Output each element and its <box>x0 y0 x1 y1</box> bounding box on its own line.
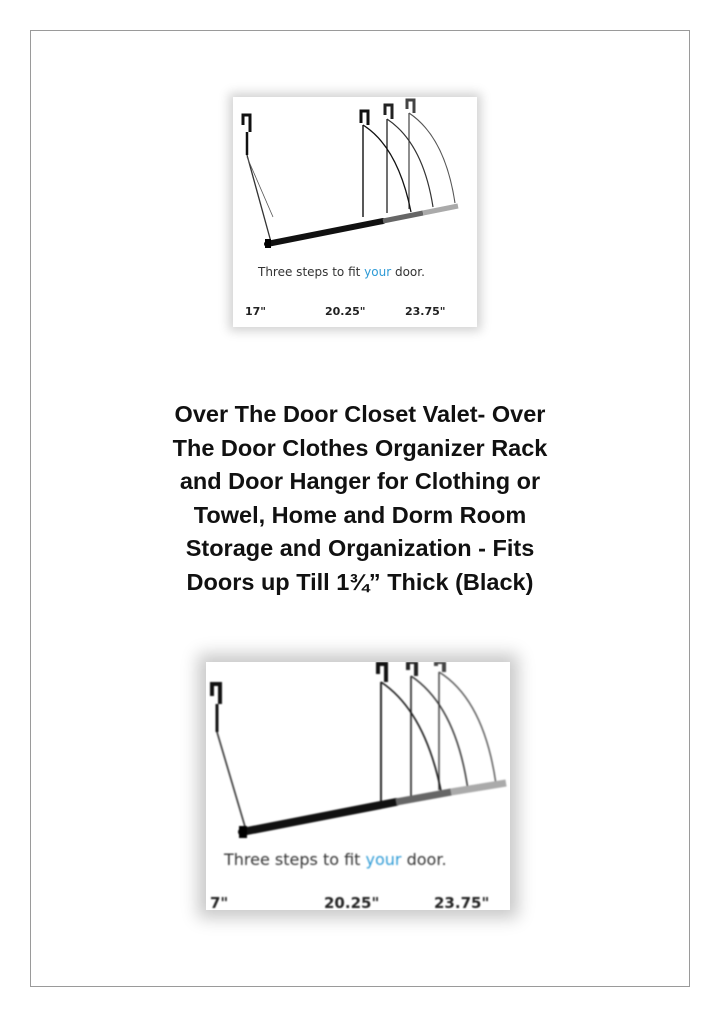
size-label: 20.25" <box>325 305 366 318</box>
title-line: Storage and Organization - Fits <box>185 535 535 561</box>
size-label: 17" <box>245 305 267 318</box>
closet-valet-rack-illustration <box>233 97 477 267</box>
fit-caption: Three steps to fit your door. <box>258 265 425 279</box>
fit-caption: Three steps to fit your door. <box>224 850 447 869</box>
title-line: Towel, Home and Dorm Room <box>193 501 527 528</box>
title-line: The Door Clothes Organizer Rack <box>172 434 548 461</box>
size-label: 23.75" <box>405 305 446 318</box>
product-title <box>110 398 610 599</box>
product-image-bottom <box>206 662 510 910</box>
title-line: Over The Door Closet Valet- Over <box>174 401 546 427</box>
size-label: 7" <box>210 894 229 910</box>
size-labels <box>206 894 510 910</box>
closet-valet-rack-illustration <box>206 662 510 852</box>
title-line: and Door Hanger for Clothing or <box>179 468 541 494</box>
size-label: 20.25" <box>324 894 380 910</box>
size-label: 23.75" <box>434 894 490 910</box>
size-labels <box>233 305 477 319</box>
product-image-top <box>233 97 477 327</box>
title-line: Doors up Till 1¾” Thick (Black) <box>186 568 534 595</box>
